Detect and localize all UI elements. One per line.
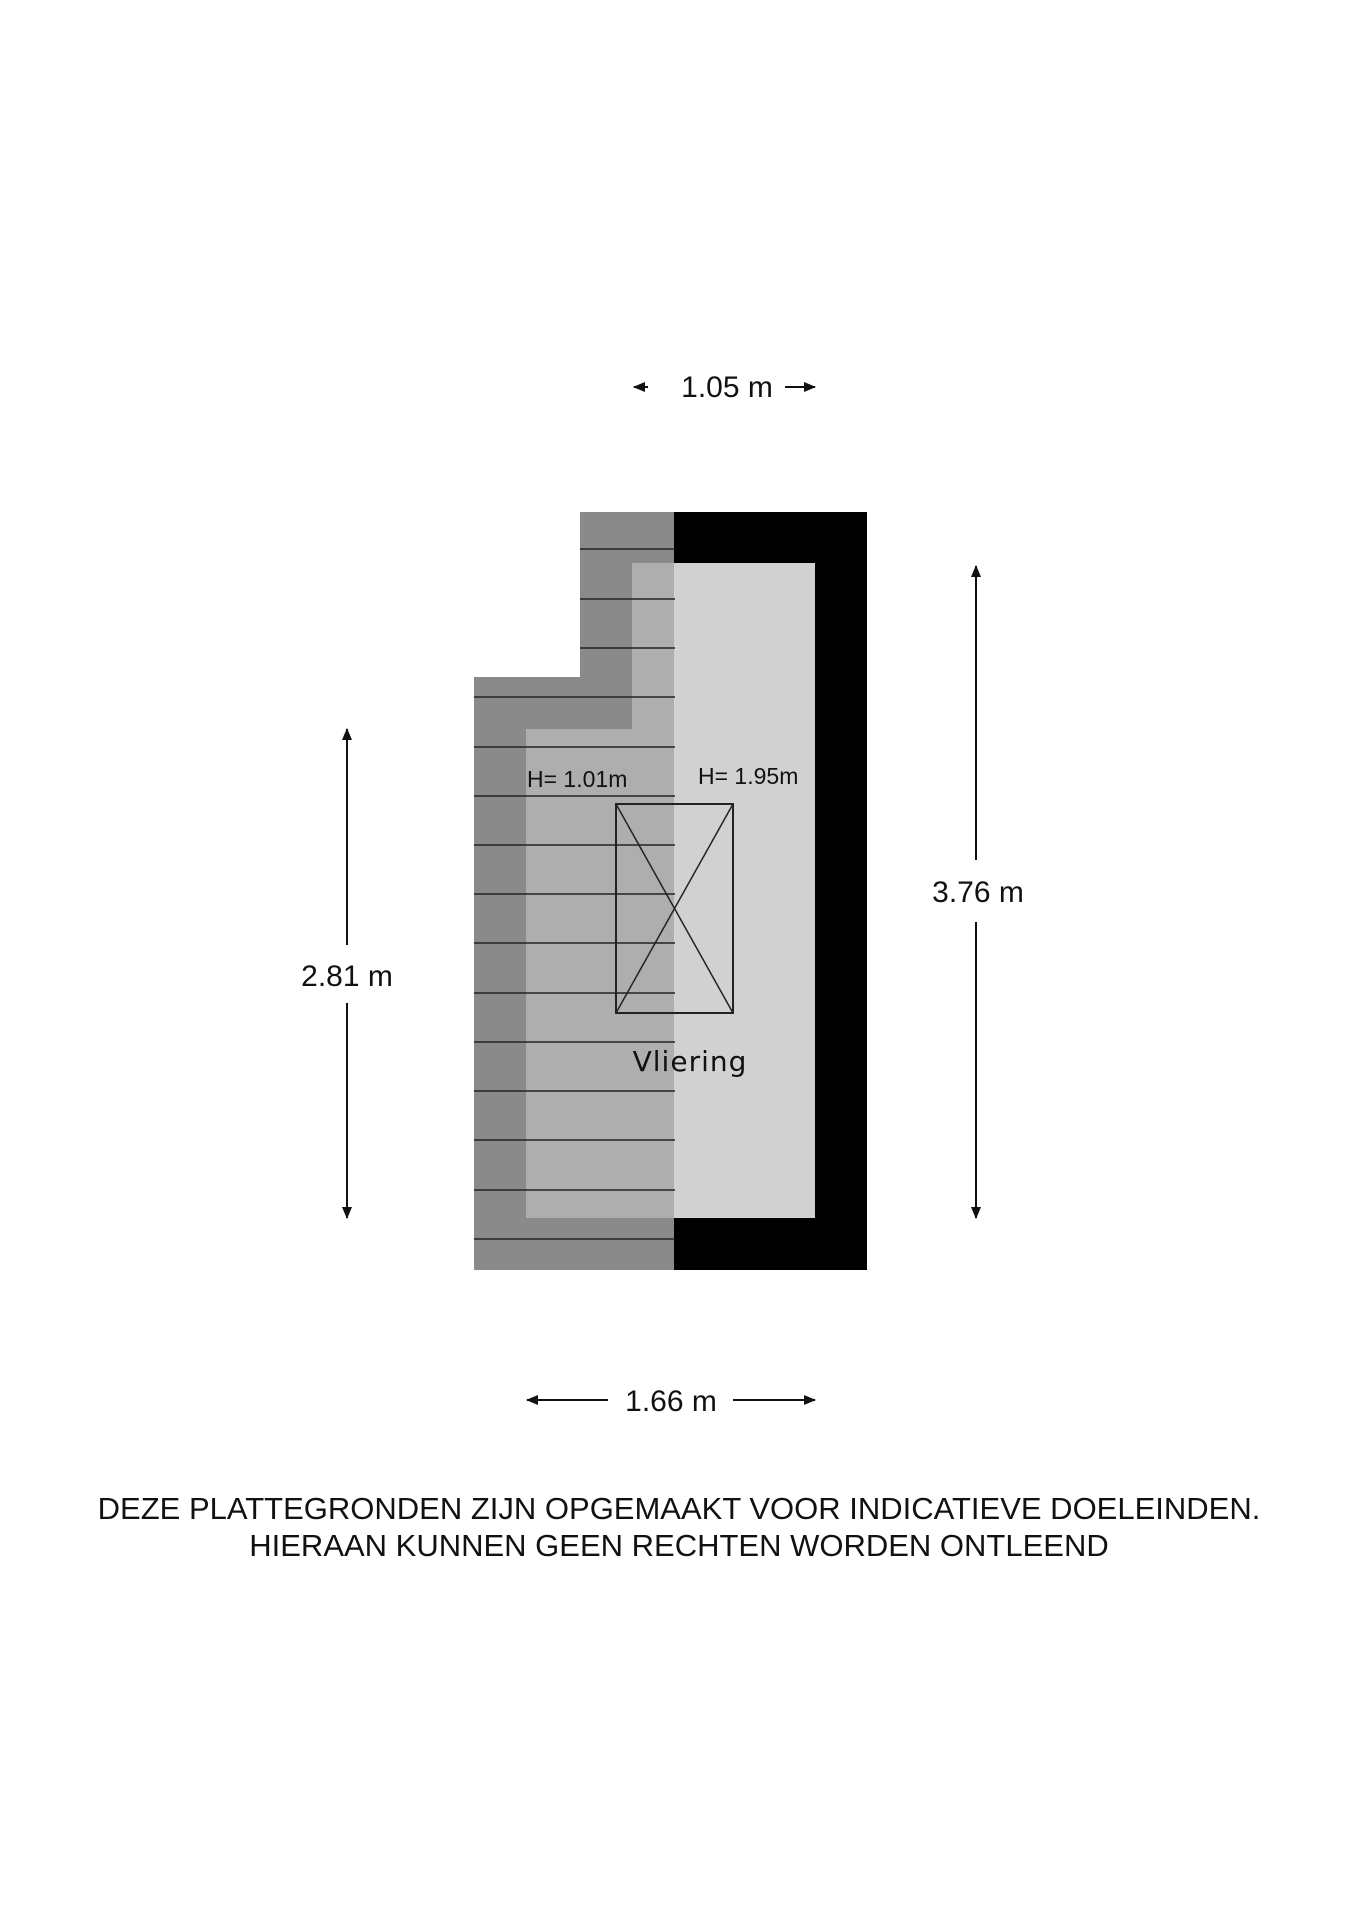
disclaimer-line-1: DEZE PLATTEGRONDEN ZIJN OPGEMAAKT VOOR INDICATIEVE DOELEINDEN.	[97, 1491, 1261, 1526]
dimension-bottom-label: 1.66 m	[625, 1385, 717, 1418]
room-floor	[674, 563, 815, 1218]
dimension-bottom	[527, 1385, 815, 1418]
dimension-top-label: 1.05 m	[681, 371, 773, 404]
dimension-right	[932, 566, 1024, 1218]
room-label: Vliering	[632, 1045, 748, 1078]
disclaimer-line-2: HIERAAN KUNNEN GEEN RECHTEN WORDEN ONTLEEND	[249, 1528, 1109, 1563]
height-label-low: H= 1.01m	[527, 766, 628, 792]
dimension-top	[634, 371, 815, 404]
dimension-left-label: 2.81 m	[301, 960, 393, 993]
dimension-right-label: 3.76 m	[932, 876, 1024, 909]
height-label-high: H= 1.95m	[698, 763, 799, 789]
dimension-left	[301, 729, 393, 1218]
